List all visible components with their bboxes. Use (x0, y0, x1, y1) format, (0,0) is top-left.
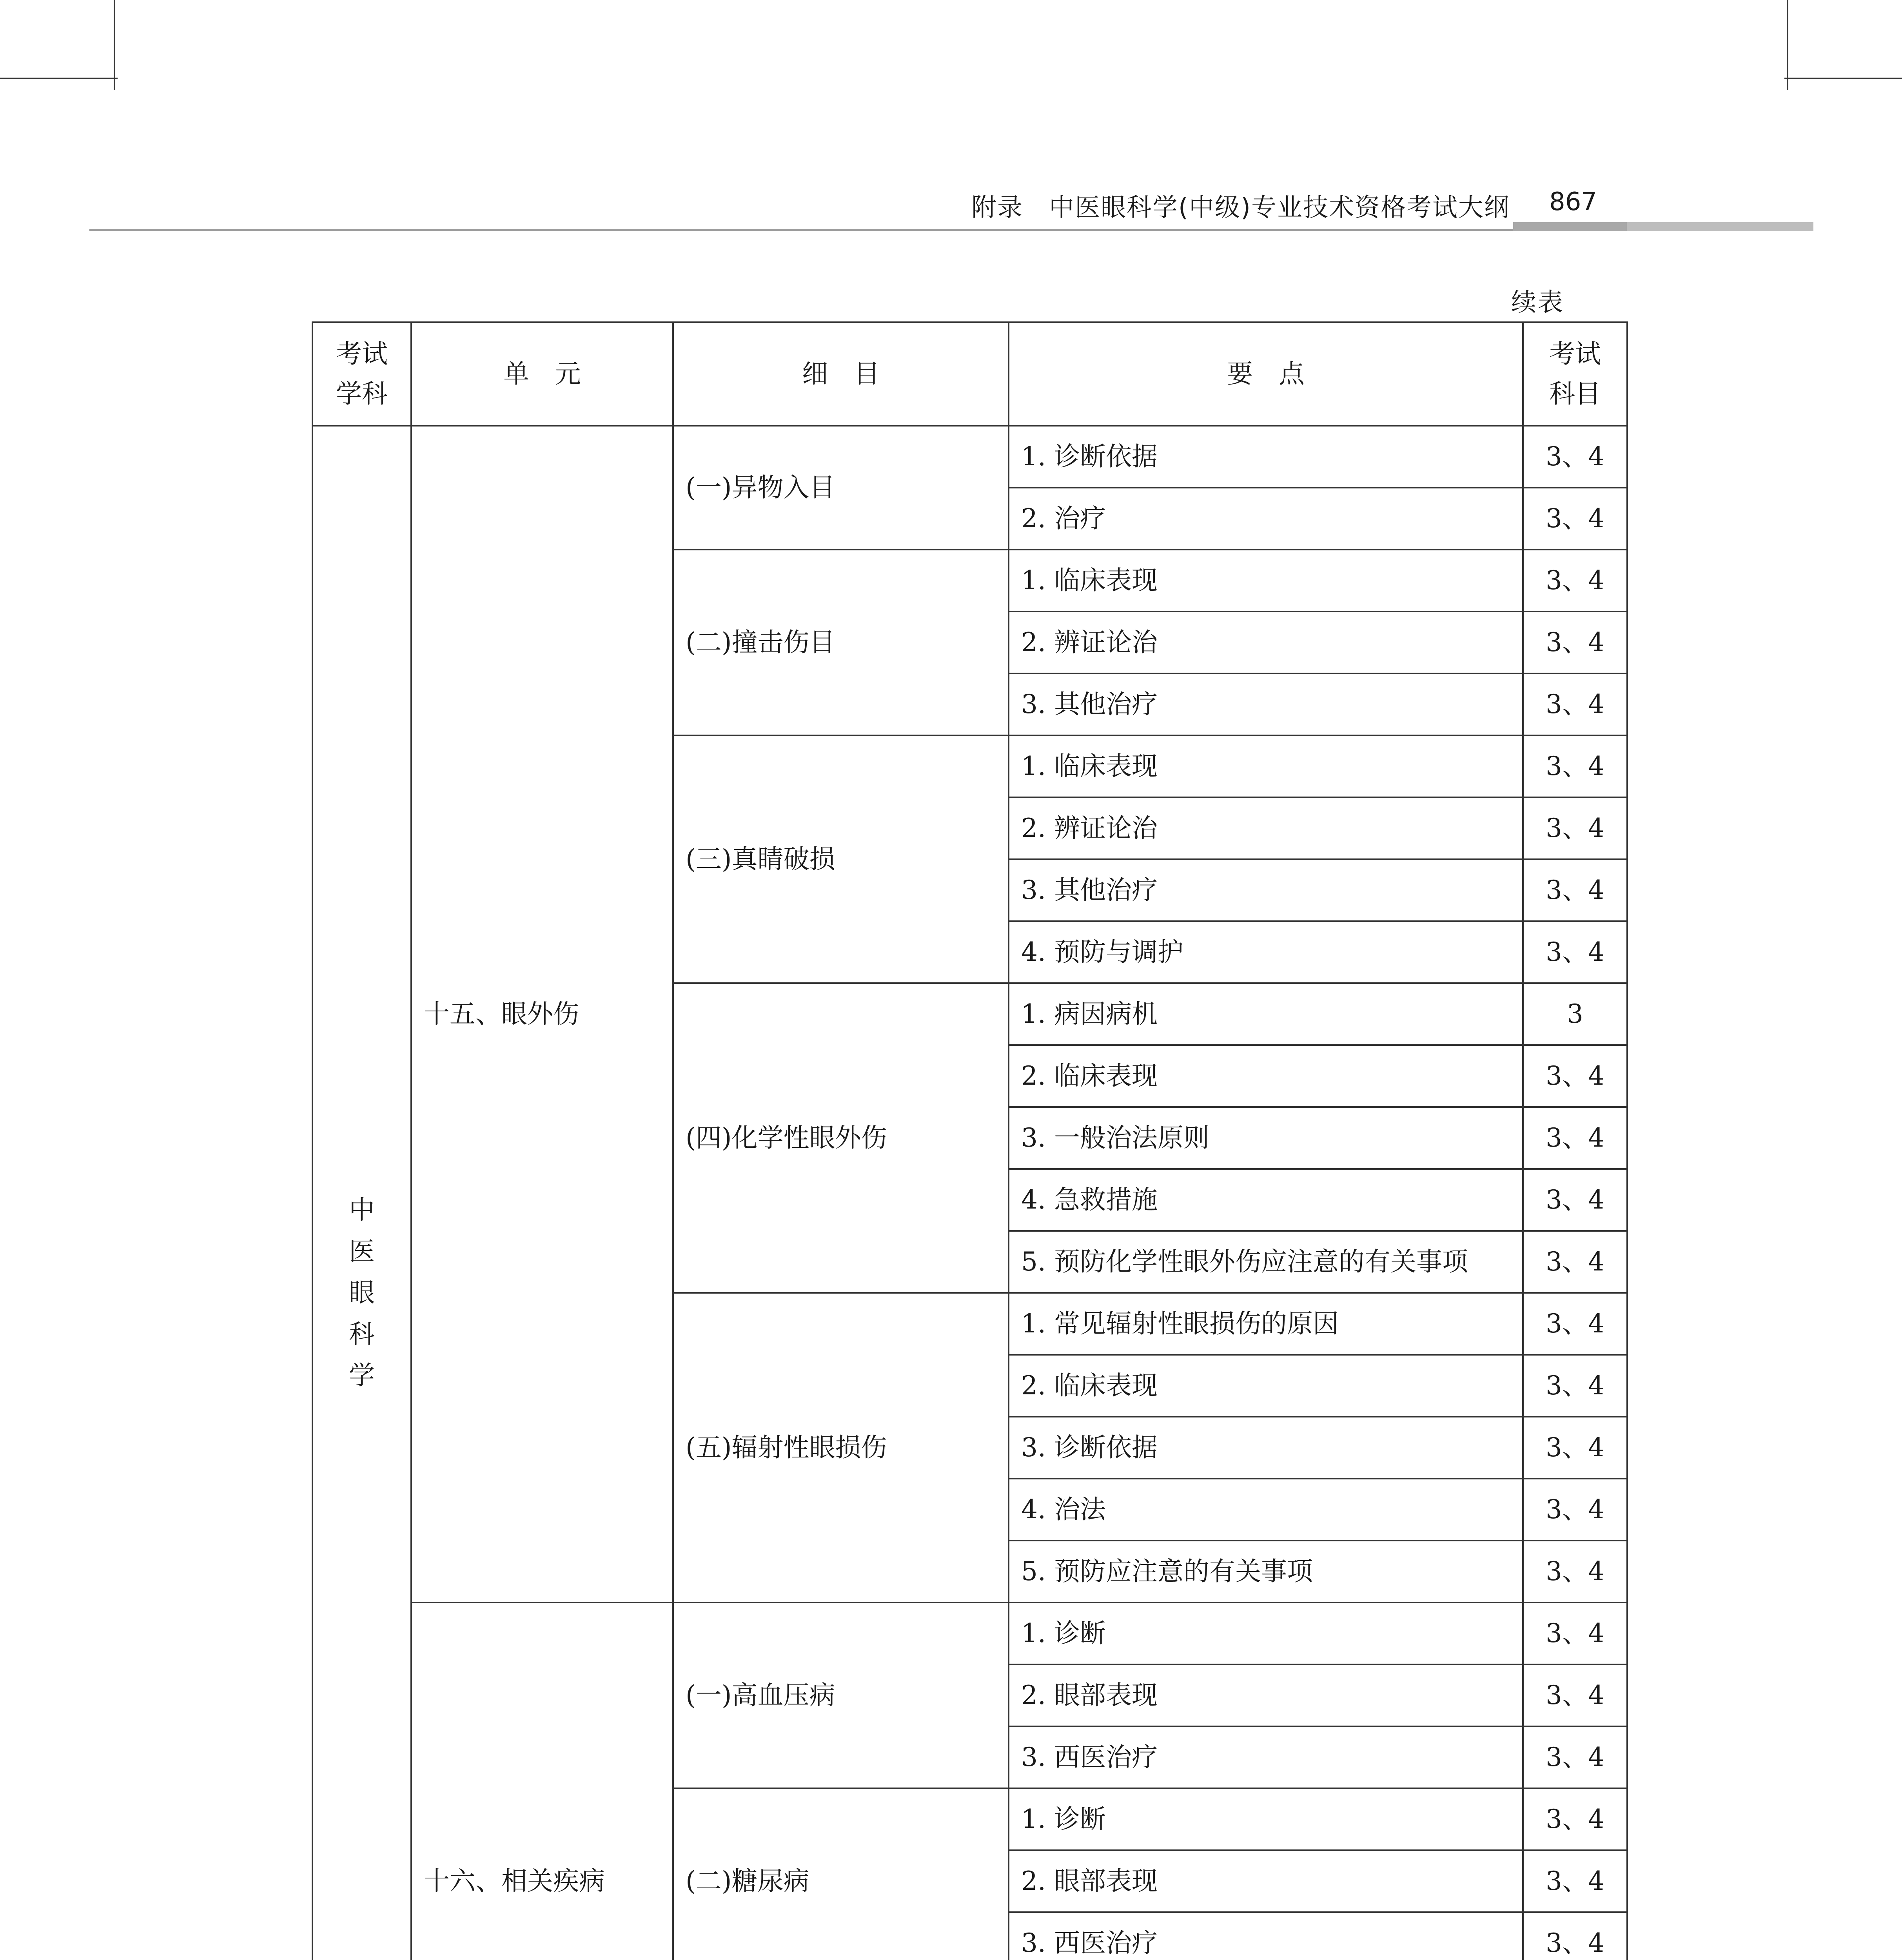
code-cell: 3、4 (1523, 1912, 1627, 1960)
point-cell: 1. 诊断 (1009, 1602, 1523, 1664)
code-cell: 3、4 (1523, 859, 1627, 921)
code-cell: 3、4 (1523, 1355, 1627, 1417)
code-cell: 3、4 (1523, 673, 1627, 735)
code-cell: 3、4 (1523, 797, 1627, 859)
code-cell: 3、4 (1523, 612, 1627, 673)
crop-mark (0, 78, 118, 79)
unit-cell: 十五、眼外伤 (411, 426, 673, 1602)
point-cell: 4. 预防与调护 (1009, 921, 1523, 983)
code-cell: 3、4 (1523, 1169, 1627, 1231)
point-cell: 5. 预防应注意的有关事项 (1009, 1541, 1523, 1602)
code-cell: 3、4 (1523, 1479, 1627, 1541)
code-cell: 3、4 (1523, 1664, 1627, 1726)
point-cell: 2. 辨证论治 (1009, 797, 1523, 859)
point-cell: 2. 治疗 (1009, 488, 1523, 550)
point-cell: 3. 一般治法原则 (1009, 1107, 1523, 1169)
point-cell: 2. 临床表现 (1009, 1045, 1523, 1107)
point-cell: 1. 临床表现 (1009, 550, 1523, 612)
code-cell: 3、4 (1523, 1850, 1627, 1912)
code-cell: 3、4 (1523, 426, 1627, 488)
point-cell: 5. 预防化学性眼外伤应注意的有关事项 (1009, 1231, 1523, 1293)
crop-mark (1787, 0, 1788, 90)
code-cell: 3、4 (1523, 1045, 1627, 1107)
code-cell: 3、4 (1523, 1788, 1627, 1850)
code-cell: 3、4 (1523, 1602, 1627, 1664)
item-cell: (一)高血压病 (673, 1602, 1009, 1788)
item-cell: (五)辐射性眼损伤 (673, 1293, 1009, 1602)
code-cell: 3、4 (1523, 550, 1627, 612)
header-subject: 考试 学科 (312, 322, 411, 426)
table-header-row (312, 322, 1627, 426)
header-unit: 单 元 (411, 322, 673, 426)
continued-label: 续表 (1511, 288, 1564, 317)
item-cell: (二)撞击伤目 (673, 550, 1009, 735)
crop-mark (114, 0, 115, 90)
point-cell: 2. 眼部表现 (1009, 1664, 1523, 1726)
page-number: 867 (1549, 187, 1597, 216)
point-cell: 3. 西医治疗 (1009, 1912, 1523, 1960)
point-cell: 1. 临床表现 (1009, 735, 1523, 797)
code-cell: 3、4 (1523, 735, 1627, 797)
running-title: 附录 中医眼科学(中级)专业技术资格考试大纲 (971, 193, 1510, 222)
code-cell: 3、4 (1523, 921, 1627, 983)
point-cell: 1. 病因病机 (1009, 983, 1523, 1045)
code-cell: 3 (1523, 983, 1627, 1045)
code-cell: 3、4 (1523, 488, 1627, 550)
code-cell: 3、4 (1523, 1541, 1627, 1602)
code-cell: 3、4 (1523, 1231, 1627, 1293)
point-cell: 2. 临床表现 (1009, 1355, 1523, 1417)
point-cell: 4. 治法 (1009, 1479, 1523, 1541)
header-accent-bar-dark (1513, 222, 1627, 231)
code-cell: 3、4 (1523, 1107, 1627, 1169)
code-cell: 3、4 (1523, 1726, 1627, 1788)
unit-cell: 十六、相关疾病 (411, 1602, 673, 1960)
point-cell: 2. 辨证论治 (1009, 612, 1523, 673)
code-cell: 3、4 (1523, 1417, 1627, 1479)
table-row (312, 426, 1627, 488)
point-cell: 3. 其他治疗 (1009, 673, 1523, 735)
item-cell: (三)真睛破损 (673, 735, 1009, 983)
header-point: 要 点 (1009, 322, 1523, 426)
code-cell: 3、4 (1523, 1293, 1627, 1355)
point-cell: 3. 西医治疗 (1009, 1726, 1523, 1788)
point-cell: 4. 急救措施 (1009, 1169, 1523, 1231)
subject-cell: 中 医 眼 科 学 (312, 426, 411, 1960)
header-item: 细 目 (673, 322, 1009, 426)
crop-mark (1784, 78, 1902, 79)
point-cell: 1. 诊断依据 (1009, 426, 1523, 488)
syllabus-table (312, 321, 1628, 1960)
item-cell: (二)糖尿病 (673, 1788, 1009, 1960)
point-cell: 3. 其他治疗 (1009, 859, 1523, 921)
point-cell: 1. 诊断 (1009, 1788, 1523, 1850)
point-cell: 3. 诊断依据 (1009, 1417, 1523, 1479)
header-code: 考试 科目 (1523, 322, 1627, 426)
item-cell: (一)异物入目 (673, 426, 1009, 550)
item-cell: (四)化学性眼外伤 (673, 983, 1009, 1293)
point-cell: 2. 眼部表现 (1009, 1850, 1523, 1912)
table-row (312, 1602, 1627, 1664)
point-cell: 1. 常见辐射性眼损伤的原因 (1009, 1293, 1523, 1355)
